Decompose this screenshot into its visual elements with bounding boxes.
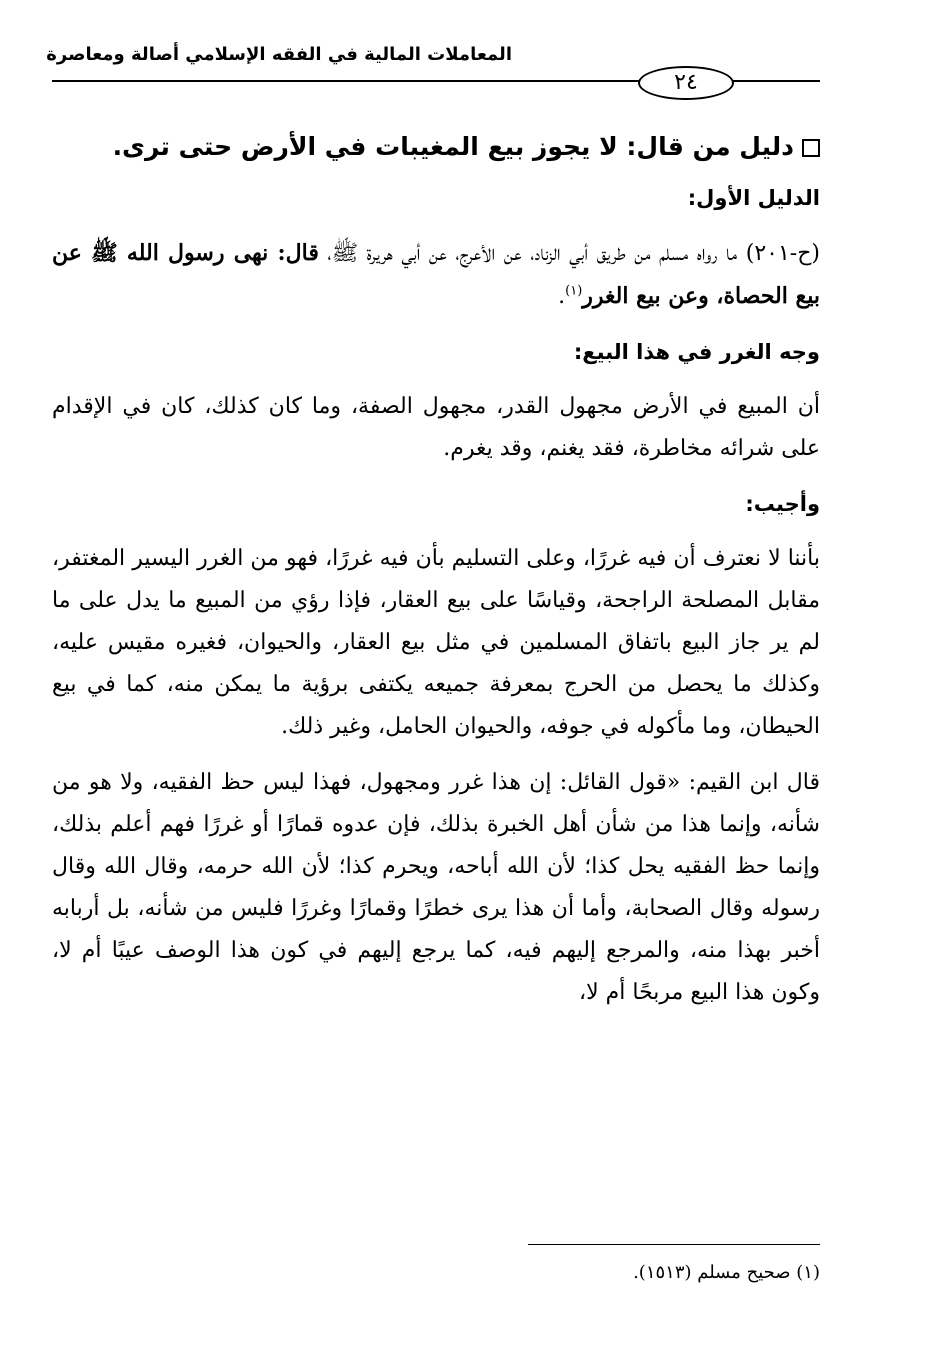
hadith-end: . bbox=[558, 284, 566, 309]
answer-heading: وأجيب: bbox=[745, 492, 820, 516]
section-heading-text: دليل من قال: لا يجوز بيع المغيبات في الأرض حتى ترى. bbox=[112, 132, 794, 161]
square-bullet-icon bbox=[802, 139, 820, 157]
footnote-rule bbox=[528, 1244, 820, 1245]
footnote-marker: (١) bbox=[565, 283, 583, 299]
gharar-paragraph: أن المبيع في الأرض مجهول القدر، مجهول الصفة، وما كان كذلك، كان في الإقدام على شرائه مخاطرة، فقد يغنم، وقد يغرم. bbox=[52, 394, 820, 461]
section-heading bbox=[52, 122, 820, 172]
gharar-heading: وجه الغرر في هذا البيع: bbox=[573, 340, 820, 364]
page-body bbox=[52, 122, 820, 1028]
answer-paragraph: بأننا لا نعترف أن فيه غررًا، وعلى التسليم بأن فيه غررًا، فهو من الغرر اليسير المغتفر، مقابل المصلحة الراجحة، وقياسًا على بيع العقار، فإذا رؤي من المبيع ما يدل على ما لم ير جاز البيع باتفاق المسلمين في مثل بيع العقار، والحيوان، فغيره مقيس عليه، وكذلك ما يحصل من الحرج بمعرفة جميعه يكتفى برؤية ما يمكن منه، كما في بيع الحيطان، وما مأكوله في جوفه، والحيوان الحامل، وغير ذلك. bbox=[52, 546, 820, 739]
running-title: المعاملات المالية في الفقه الإسلامي أصالة ومعاصرة bbox=[46, 44, 512, 65]
ibn-qayyim-paragraph: قال ابن القيم: «قول القائل: إن هذا غرر ومجهول، فهذا ليس حظ الفقيه، ولا هو من شأنه، وإنما هذا من شأن أهل الخبرة بذلك، فإن عدوه قمارًا أو غررًا فهم أعلم بذلك، وإنما حظ الفقيه يحل كذا؛ لأن الله أباحه، ويحرم كذا؛ لأن الله حرمه، وقال الله وقال رسوله وقال الصحابة، وأما أن هذا يرى خطرًا وقمارًا وغررًا فليس من شأنه، بل أربابه أخبر بهذا منه، والمرجع إليهم فيه، كما يرجع إليهم في كون هذا الوصف عيبًا أم لا، وكون هذا البيع مربحًا أم لا، bbox=[52, 770, 820, 1005]
footnote-1: (١) صحيح مسلم (١٥١٣). bbox=[633, 1262, 820, 1283]
page-number: ٢٤ bbox=[638, 66, 734, 100]
hadith-text: قال: نهى رسول الله ﷺ عن بيع الحصاة، وعن بيع الغرر bbox=[52, 240, 820, 309]
hadith-intro: (ح-٢٠١) ما رواه مسلم من طريق أبي الزناد، عن الأعرج، عن أبي هريرة ﷺ، bbox=[318, 241, 820, 266]
first-evidence-heading: الدليل الأول: bbox=[687, 186, 820, 210]
hadith-paragraph bbox=[52, 232, 820, 318]
